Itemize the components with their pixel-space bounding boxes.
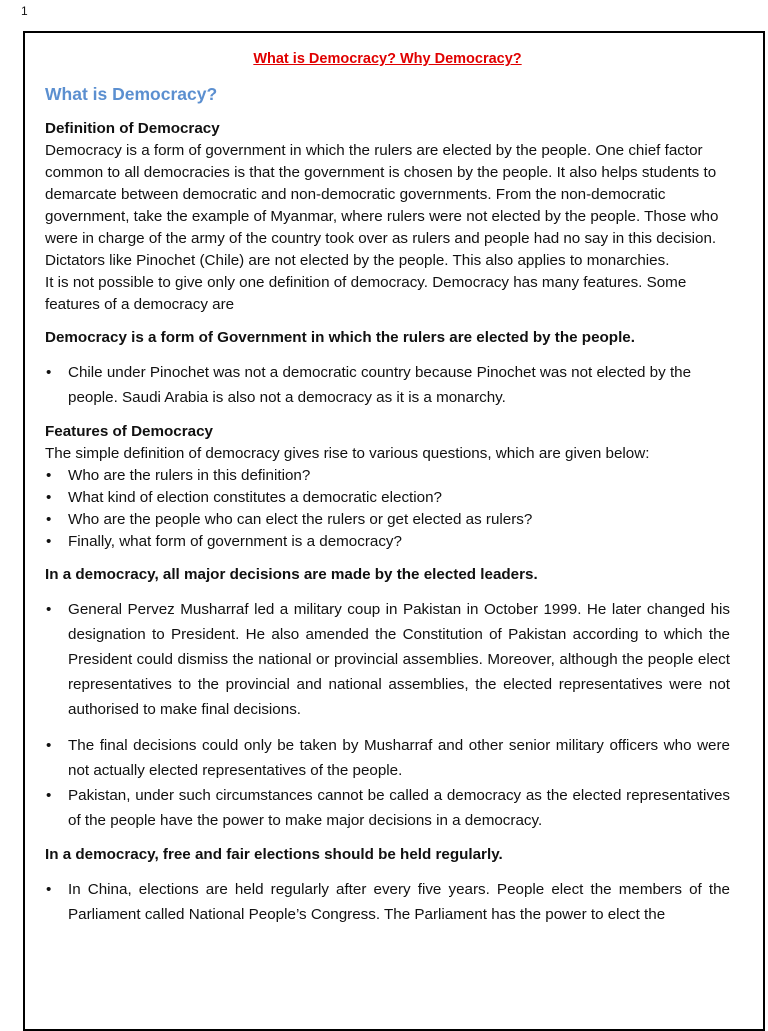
- list-item: • Pakistan, under such circumstances cannot be called a democracy as the elected representatives of the people have the power to make major decisions in a democracy.: [45, 783, 730, 833]
- section-heading: What is Democracy?: [45, 84, 218, 104]
- definition-paragraph: Democracy is a form of government in which the rulers are elected by the people. One chief factor common to all democracies is that the government is chosen by the people. It also helps students to demarcate between democratic and non-democratic governments. From the non-democratic government, take the example of Myanmar, where rulers were not elected by the people. Those who were in charge of the army of the country took over as rulers and people had no say in this decision. Dictators like Pinochet (Chile) are not elected by the people. This also applies to monarchies.: [45, 142, 719, 269]
- feature-2-bullets-continued: [45, 733, 730, 833]
- list-item: • Finally, what form of government is a democracy?: [45, 531, 730, 553]
- feature-statement-2: In a democracy, all major decisions are made by the elected leaders.: [45, 566, 538, 583]
- list-item: • Who are the rulers in this definition?: [45, 465, 730, 487]
- features-heading: Features of Democracy: [45, 423, 213, 440]
- list-item: • The final decisions could only be taken by Musharraf and other senior military officers who were not actually elected representatives of the people.: [45, 733, 730, 783]
- feature-3-bullets: [45, 877, 730, 927]
- definition-paragraph-2: It is not possible to give only one definition of democracy. Democracy has many features. Some features of a democracy are: [45, 274, 687, 313]
- feature-statement-3: In a democracy, free and fair elections should be held regularly.: [45, 846, 503, 863]
- feature-2-bullets: [45, 597, 730, 722]
- list-item: • In China, elections are held regularly after every five years. People elect the members of the Parliament called National People’s Congress. The Parliament has the power to elect the: [45, 877, 730, 927]
- definition-heading: Definition of Democracy: [45, 120, 220, 137]
- feature-statement-1: Democracy is a form of Government in which the rulers are elected by the people.: [45, 329, 635, 346]
- features-intro: The simple definition of democracy gives rise to various questions, which are given below:: [45, 445, 650, 462]
- document-body: [45, 48, 730, 927]
- features-questions: [45, 465, 730, 553]
- list-item: • Chile under Pinochet was not a democratic country because Pinochet was not elected by the people. Saudi Arabia is also not a democracy as it is a monarchy.: [45, 360, 730, 410]
- page-number: 1: [21, 4, 28, 18]
- list-item: • What kind of election constitutes a democratic election?: [45, 487, 730, 509]
- document-title: What is Democracy? Why Democracy?: [253, 51, 522, 67]
- list-item: • General Pervez Musharraf led a military coup in Pakistan in October 1999. He later changed his designation to President. He also amended the Constitution of Pakistan according to which the President could dismiss the national or provincial assemblies. Moreover, although the people elect representatives to the provincial and national assemblies, the elected representatives were not authorised to make final decisions.: [45, 597, 730, 722]
- list-item: • Who are the people who can elect the rulers or get elected as rulers?: [45, 509, 730, 531]
- feature-1-bullets: [45, 360, 730, 410]
